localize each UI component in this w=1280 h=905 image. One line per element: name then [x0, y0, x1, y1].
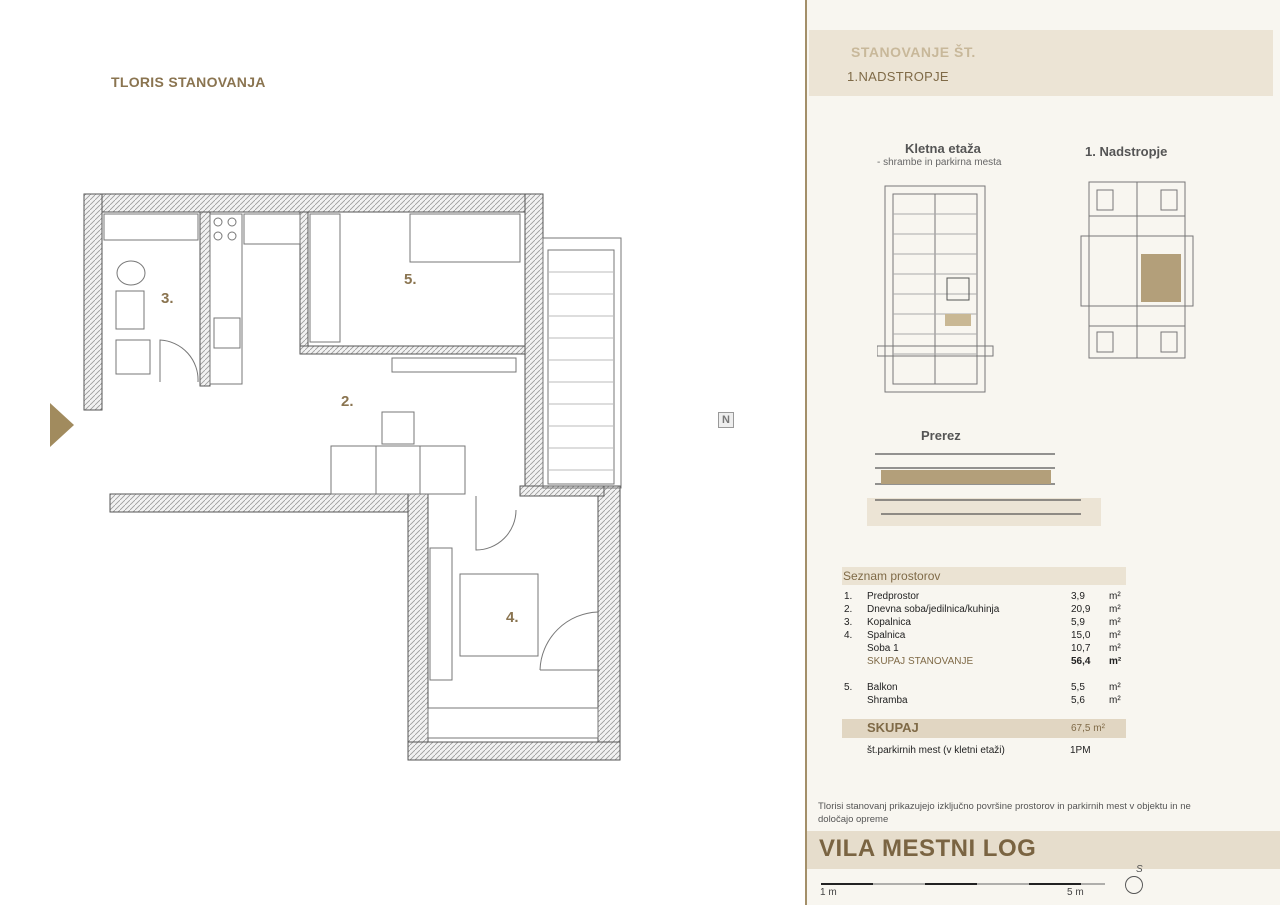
room-row: Soba 1 10,7 m²: [867, 643, 1121, 654]
unit-highlight: [1141, 254, 1181, 302]
north-icon: N: [718, 412, 734, 428]
total-value: 67,5 m²: [1071, 723, 1105, 734]
room-row: 3. Kopalnica 5,9 m²: [844, 617, 1121, 628]
total-label: SKUPAJ: [867, 720, 919, 735]
basement-map-diagram: [877, 178, 997, 398]
scale-label-start: 1 m: [820, 887, 837, 898]
compass-icon: [1125, 876, 1143, 894]
living-furniture: [331, 412, 465, 494]
parking-value: 1PM: [1070, 745, 1091, 756]
room-row: Shramba 5,6 m²: [867, 695, 1121, 706]
project-title: VILA MESTNI LOG: [819, 835, 1037, 862]
unit-title: STANOVANJE ŠT.: [851, 44, 976, 60]
floor-map-title: 1. Nadstropje: [1085, 144, 1168, 159]
room-label-3: 3.: [161, 290, 174, 307]
room-row: 5. Balkon 5,5 m²: [844, 682, 1121, 693]
info-panel: [807, 0, 1280, 905]
rooms-list-title: Seznam prostorov: [843, 569, 941, 583]
floor-subtitle: 1.NADSTROPJE: [847, 69, 949, 84]
compass-label: S: [1136, 864, 1143, 875]
section-title: Prerez: [921, 428, 961, 443]
basement-title: Kletna etaža: [905, 141, 981, 156]
room-label-5: 5.: [404, 271, 417, 288]
floor-map-diagram: [1077, 176, 1207, 366]
room-row: 1. Predprostor 3,9 m²: [844, 591, 1121, 602]
bathroom-fixtures: [104, 214, 198, 382]
plan-title: TLORIS STANOVANJA: [111, 74, 266, 90]
room-label-2: 2.: [341, 393, 354, 410]
header-band: [809, 30, 1273, 96]
room-row: 2. Dnevna soba/jedilnica/kuhinja 20,9 m²: [844, 604, 1121, 615]
storage-highlight: [945, 314, 971, 326]
room-row: 4. Spalnica 15,0 m²: [844, 630, 1121, 641]
entrance-arrow-icon: [50, 403, 74, 447]
disclaimer-text: Tlorisi stanovanj prikazujejo izključno površine prostorov in parkirnih mest v objektu in ne določajo opreme: [818, 801, 1191, 825]
room-label-4: 4.: [506, 609, 519, 626]
balcony: [543, 238, 621, 488]
walls: [84, 194, 620, 760]
kitchen-counter: [210, 214, 300, 384]
subtotal-row: SKUPAJ STANOVANJE 56,4 m²: [867, 656, 1122, 667]
section-diagram: [867, 448, 1107, 530]
scale-label-end: 5 m: [1067, 887, 1084, 898]
parking-label: št.parkirnih mest (v kletni etaži): [867, 745, 1005, 756]
basement-subtitle: - shrambe in parkirna mesta: [877, 157, 1002, 168]
scale-bar: [819, 876, 1109, 888]
